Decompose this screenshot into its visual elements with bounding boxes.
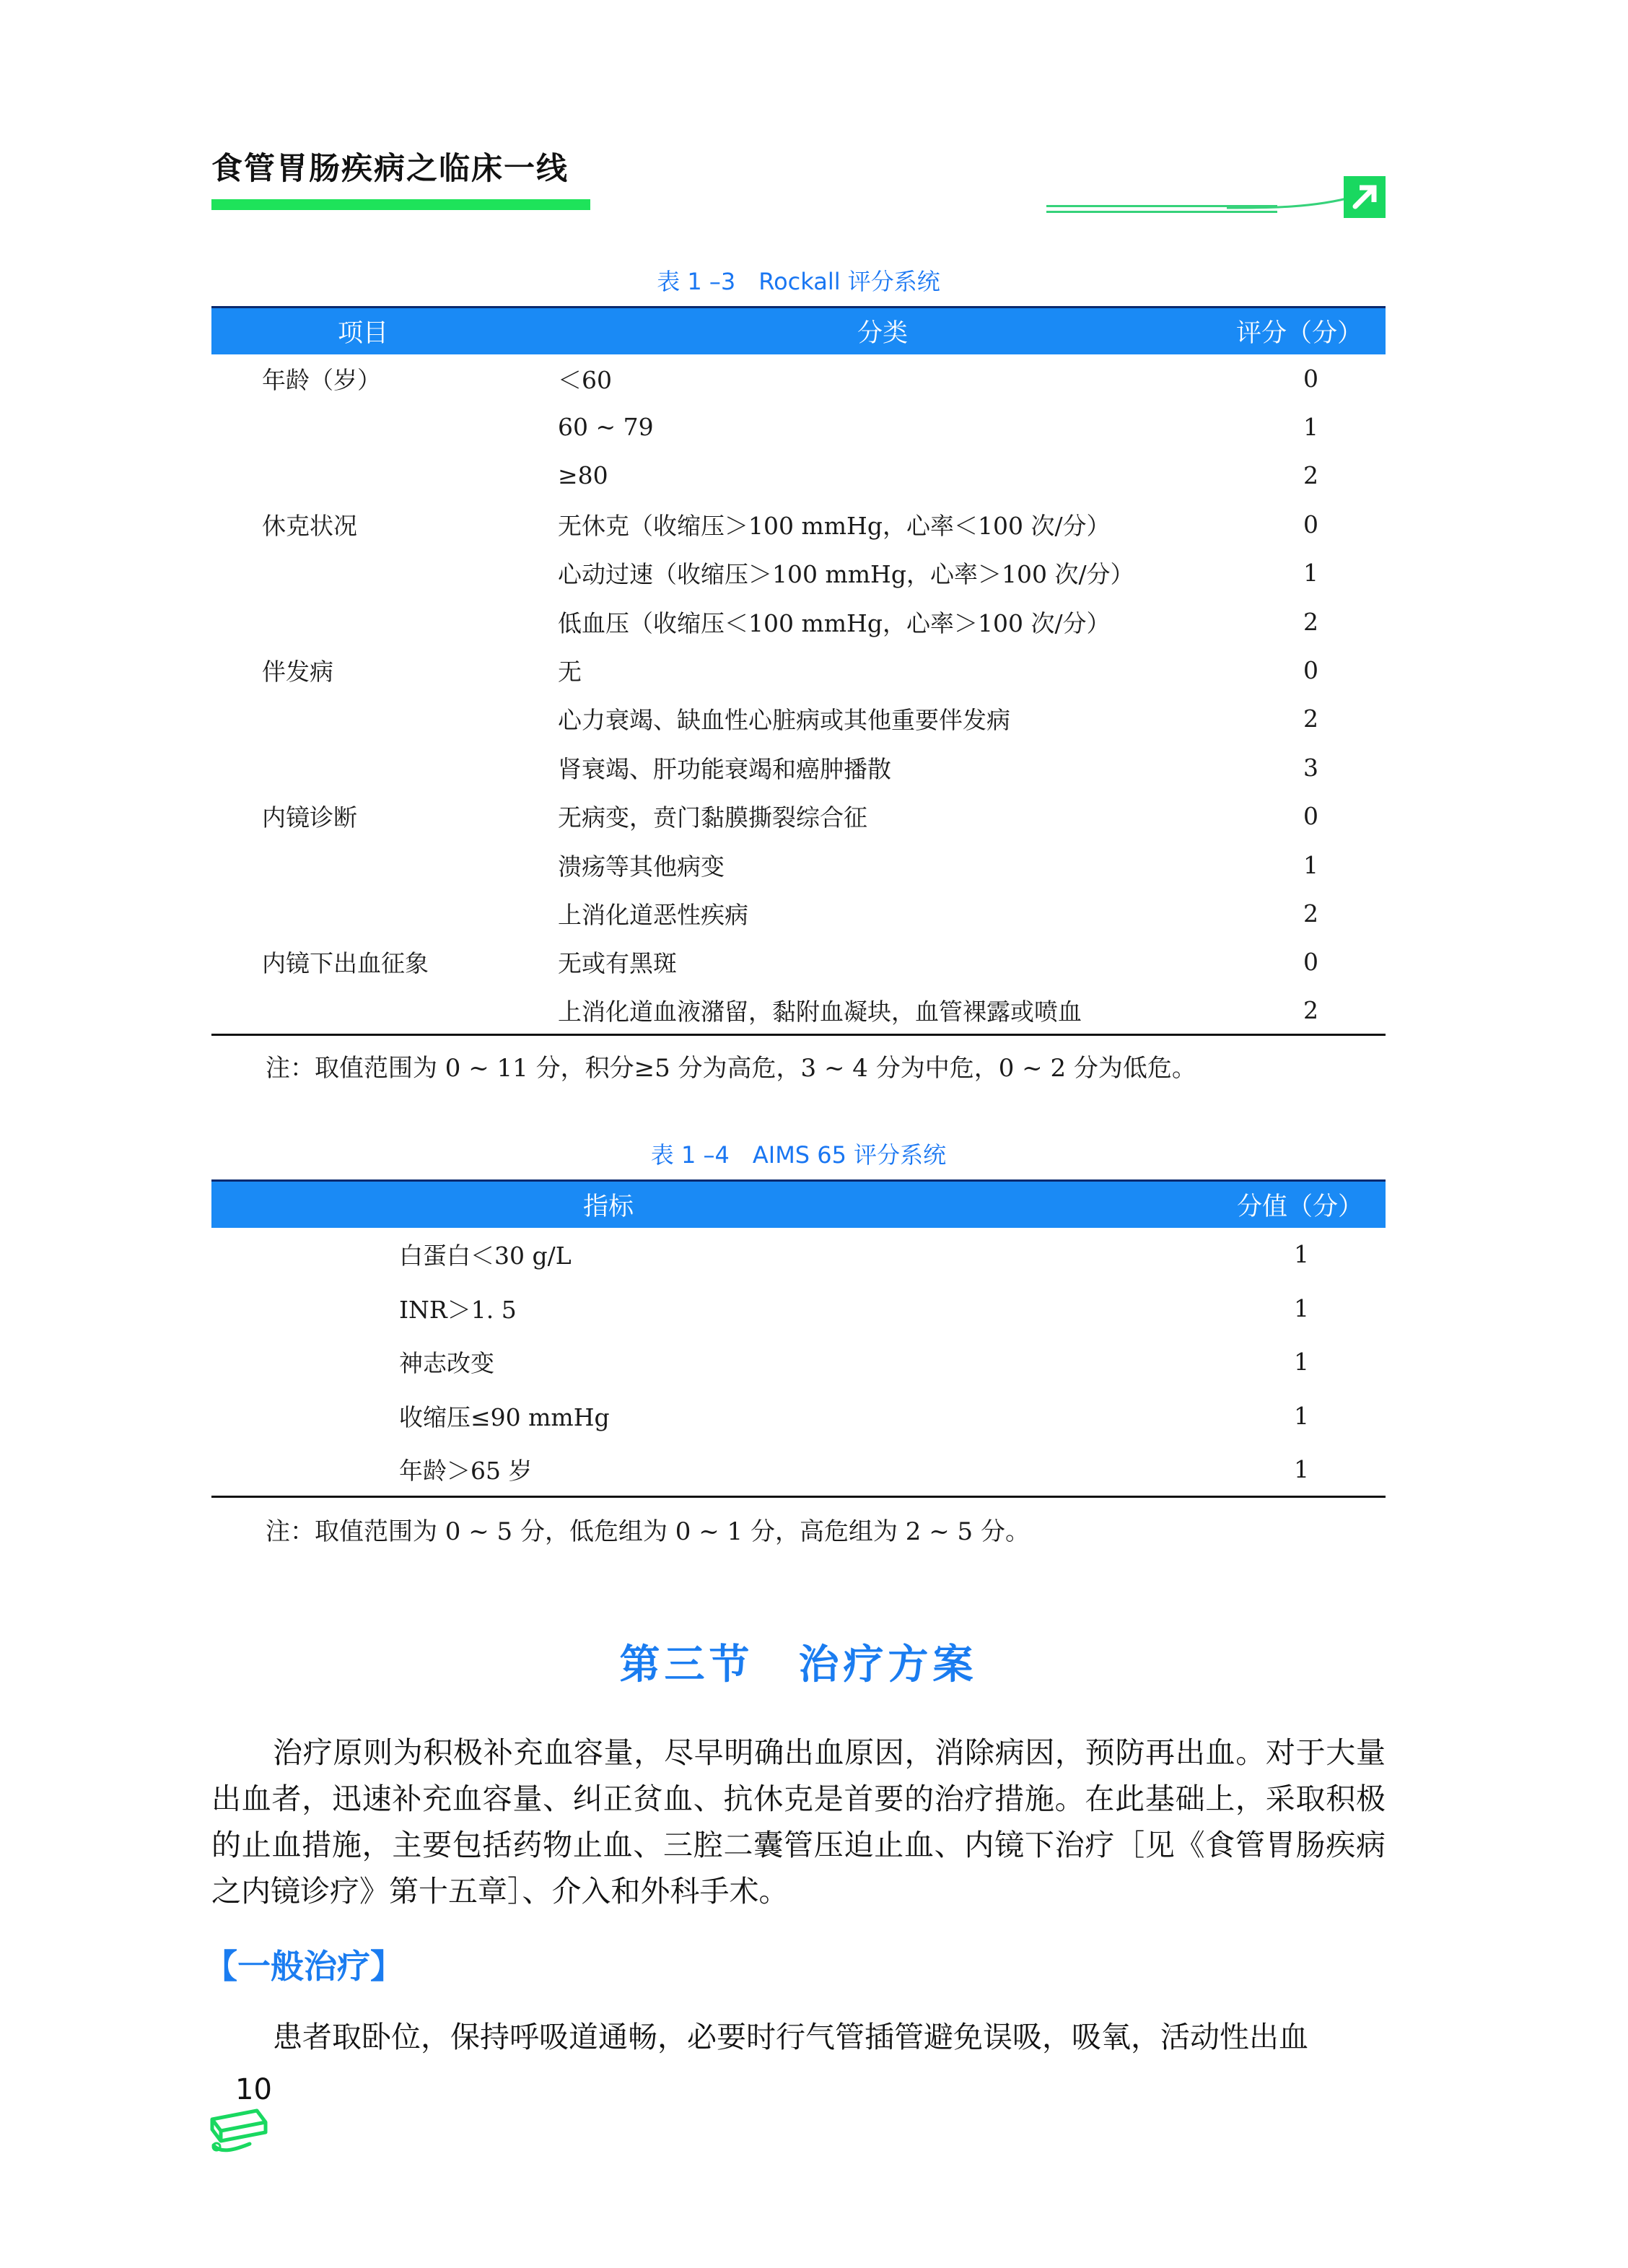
table1-cell-item [211, 889, 515, 938]
table1-cell-item [211, 597, 515, 645]
header-swoosh [1227, 192, 1357, 214]
header-accent-bar [211, 199, 590, 210]
table1-cell-category: 肾衰竭、肝功能衰竭和癌肿播散 [558, 754, 891, 783]
table-row [211, 743, 1386, 792]
table1-cell-category: ＜60 [558, 365, 612, 394]
table1-cell-category: 上消化道血液潴留，黏附血凝块，血管裸露或喷血 [558, 998, 1082, 1026]
treatment-paragraph: 治疗原则为积极补充血容量，尽早明确出血原因，消除病因，预防再出血。对于大量出血者，迅速补充血容量、纠正贫血、抗休克是首要的治疗措施。在此基础上，采取积极的止血措施，主要包括药物止血、三腔二囊管压迫止血、内镜下治疗［见《食管胃肠疾病之内镜诊疗》第十五章］、介入和外科手术。 [211, 1735, 1386, 1909]
page-number: 10 [235, 2073, 272, 2106]
table2-cell-indicator: 年龄＞65 岁 [399, 1456, 533, 1485]
table-row [211, 840, 1386, 889]
table1-header-score: 评分（分） [1207, 308, 1386, 354]
book-title: 食管胃肠疾病之临床一线 [211, 151, 569, 187]
table-row [211, 889, 1386, 938]
table1-cell-category: 无病变，贲门黏膜撕裂综合征 [558, 803, 867, 832]
table1-cell-score: 0 [1303, 510, 1318, 538]
table-row [211, 451, 1386, 500]
table1-cell-score: 0 [1303, 802, 1318, 831]
table1-cell-score: 2 [1303, 461, 1318, 490]
table1-cell-category: 低血压（收缩压＜100 mmHg，心率＞100 次/分） [558, 609, 1111, 637]
table1-header-item: 项目 [211, 308, 515, 354]
table2-cell-indicator: 收缩压≤90 mmHg [399, 1403, 610, 1432]
table1-cell-score: 0 [1303, 364, 1318, 393]
table1-cell-item: 伴发病 [262, 658, 333, 686]
table1-cell-item: 休克状况 [262, 511, 357, 540]
table1-cell-item: 内镜下出血征象 [262, 949, 429, 978]
table-row [211, 1228, 1386, 1282]
table-row [211, 403, 1386, 451]
aims65-table [211, 1179, 1386, 1498]
table2-cell-value: 1 [1294, 1348, 1309, 1377]
table1-cell-score: 2 [1303, 607, 1318, 636]
table1-cell-score: 2 [1303, 705, 1318, 733]
table1-cell-category: 60 ~ 79 [558, 413, 654, 442]
table-row [211, 500, 1386, 549]
table1-cell-item [211, 987, 515, 1035]
general-treatment-paragraph: 患者取卧位，保持呼吸道通畅，必要时行气管插管避免误吸，吸氧，活动性出血 [273, 2020, 1308, 2054]
table-row [211, 549, 1386, 597]
table1-caption: 表 1 –3 Rockall 评分系统 [657, 268, 940, 295]
subheading-general-treatment: 【一般治疗】 [204, 1947, 403, 1986]
table1-cell-category: ≥80 [558, 461, 608, 490]
table2-cell-value: 1 [1294, 1402, 1309, 1431]
table2-cell-indicator: INR＞1. 5 [399, 1295, 517, 1324]
table1-cell-item [211, 549, 515, 597]
table2-caption: 表 1 –4 AIMS 65 评分系统 [650, 1141, 947, 1169]
table-row [211, 792, 1386, 840]
table1-note: 注：取值范围为 0 ~ 11 分，积分≥5 分为高危，3 ~ 4 分为中危，0 ~ 2 分为低危。 [266, 1054, 1196, 1083]
table1-cell-score: 2 [1303, 899, 1318, 928]
table-row [211, 1443, 1386, 1497]
table-row [211, 938, 1386, 986]
table1-cell-category: 心力衰竭、缺血性心脏病或其他重要伴发病 [558, 706, 1010, 735]
table1-header-category: 分类 [515, 308, 1207, 354]
rockall-table [211, 306, 1386, 1036]
table2-cell-value: 1 [1294, 1294, 1309, 1322]
table1-cell-category: 无 [558, 658, 582, 686]
table1-cell-score: 1 [1303, 850, 1318, 879]
table1-cell-item [211, 694, 515, 743]
table2-cell-value: 1 [1294, 1454, 1309, 1483]
table1-cell-score: 3 [1303, 753, 1318, 782]
table1-cell-score: 1 [1303, 559, 1318, 588]
book-stack-icon [206, 2101, 271, 2158]
table1-cell-score: 0 [1303, 656, 1318, 685]
table-row [211, 987, 1386, 1035]
table-row [211, 597, 1386, 645]
table-row [211, 1389, 1386, 1443]
table1-cell-item [211, 403, 515, 451]
table2-cell-indicator: 神志改变 [399, 1349, 494, 1378]
table1-cell-item: 内镜诊断 [262, 803, 357, 832]
table2-cell-indicator: 白蛋白＜30 g/L [399, 1242, 572, 1270]
table1-cell-category: 心动过速（收缩压＞100 mmHg，心率＞100 次/分） [558, 560, 1134, 589]
section-title: 第三节 治疗方案 [619, 1641, 978, 1688]
table-row [211, 1281, 1386, 1335]
table2-header-value: 分值（分） [933, 1181, 1386, 1228]
table1-cell-item [211, 840, 515, 889]
table1-cell-category: 无休克（收缩压＞100 mmHg，心率＜100 次/分） [558, 511, 1111, 540]
table2-note: 注：取值范围为 0 ~ 5 分，低危组为 0 ~ 1 分，高危组为 2 ~ 5 分。 [266, 1517, 1030, 1546]
table2-cell-value: 1 [1294, 1240, 1309, 1269]
arrow-up-right-icon [1344, 176, 1386, 218]
table-row [211, 646, 1386, 694]
table1-cell-category: 上消化道恶性疾病 [558, 900, 748, 929]
table1-cell-item [211, 451, 515, 500]
table1-cell-item: 年龄（岁） [262, 365, 381, 394]
table1-cell-score: 0 [1303, 948, 1318, 977]
table-row [211, 1335, 1386, 1390]
table2-header-indicator: 指标 [211, 1181, 933, 1228]
table-row [211, 354, 1386, 403]
table-row [211, 694, 1386, 743]
table1-cell-category: 溃疡等其他病变 [558, 852, 725, 881]
table1-cell-score: 1 [1303, 413, 1318, 442]
table1-cell-item [211, 743, 515, 792]
table1-cell-category: 无或有黑斑 [558, 949, 677, 978]
table1-cell-score: 2 [1303, 996, 1318, 1025]
